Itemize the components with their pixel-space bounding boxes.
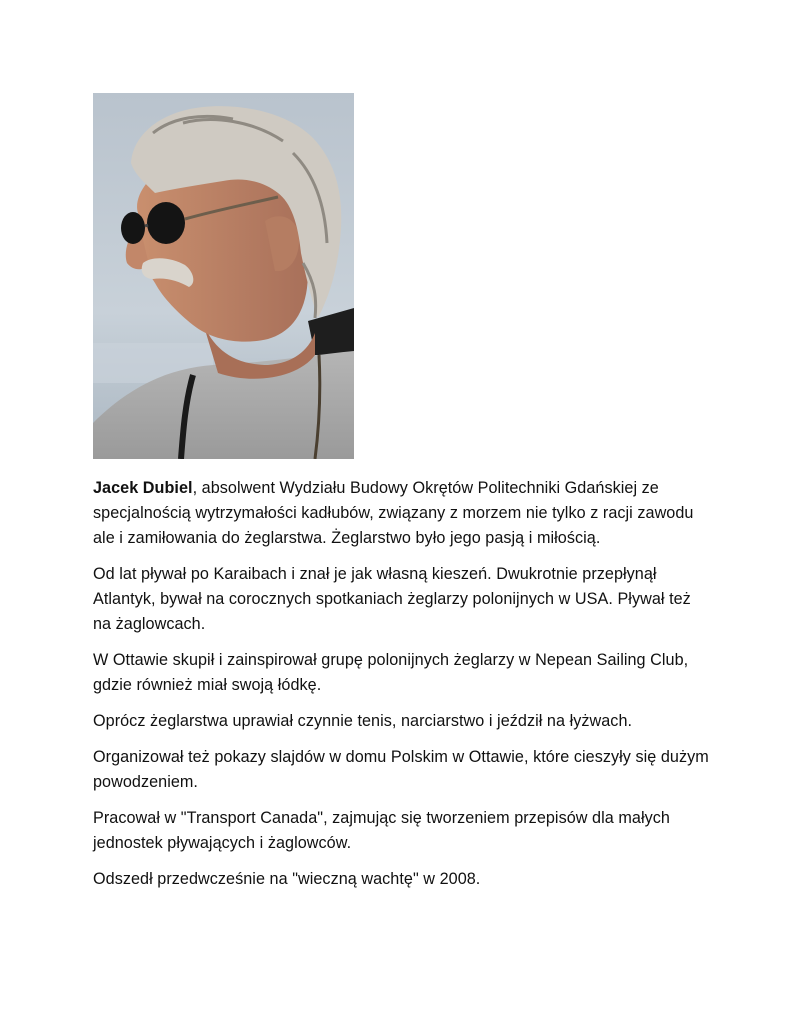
portrait-photo-icon: [93, 93, 354, 459]
bio-paragraph-sports: Oprócz żeglarstwa uprawiał czynnie tenis, narciarstwo i jeździł na łyżwach.: [93, 712, 633, 730]
bio-intro-paragraph: [93, 476, 713, 551]
bio-paragraph-slideshows: Organizował też pokazy slajdów w domu Polskim w Ottawie, które cieszyły się dużym powodzeniem.: [93, 748, 709, 791]
bio-paragraph-sailing: Od lat pływał po Karaibach i znał je jak własną kieszeń. Dwukrotnie przepłynął Atlantyk, bywał na corocznych spotkaniach żeglarzy polonijnych w USA. Pływał też na żaglowcach.: [93, 565, 691, 633]
bio-paragraph-ottawa: W Ottawie skupił i zainspirował grupę polonijnych żeglarzy w Nepean Sailing Club, gdzie również miał swoją łódkę.: [93, 651, 689, 694]
portrait-photo: [93, 93, 354, 459]
bio-intro-text: , absolwent Wydziału Budowy Okrętów Politechniki Gdańskiej ze specjalnością wytrzymałości kadłubów, związany z morzem nie tylko z racji zawodu ale i zamiłowania do żeglarstwa. Żeglarstwo było jego pasją i miłością.: [93, 479, 694, 547]
bio-paragraph-work: Pracował w "Transport Canada", zajmując się tworzeniem przepisów dla małych jednostek pływających i żaglowców.: [93, 809, 670, 852]
bio-paragraph-death: Odszedł przedwcześnie na "wieczną wachtę" w 2008.: [93, 870, 481, 888]
person-name: Jacek Dubiel: [93, 479, 193, 497]
biography-text: [93, 476, 713, 903]
